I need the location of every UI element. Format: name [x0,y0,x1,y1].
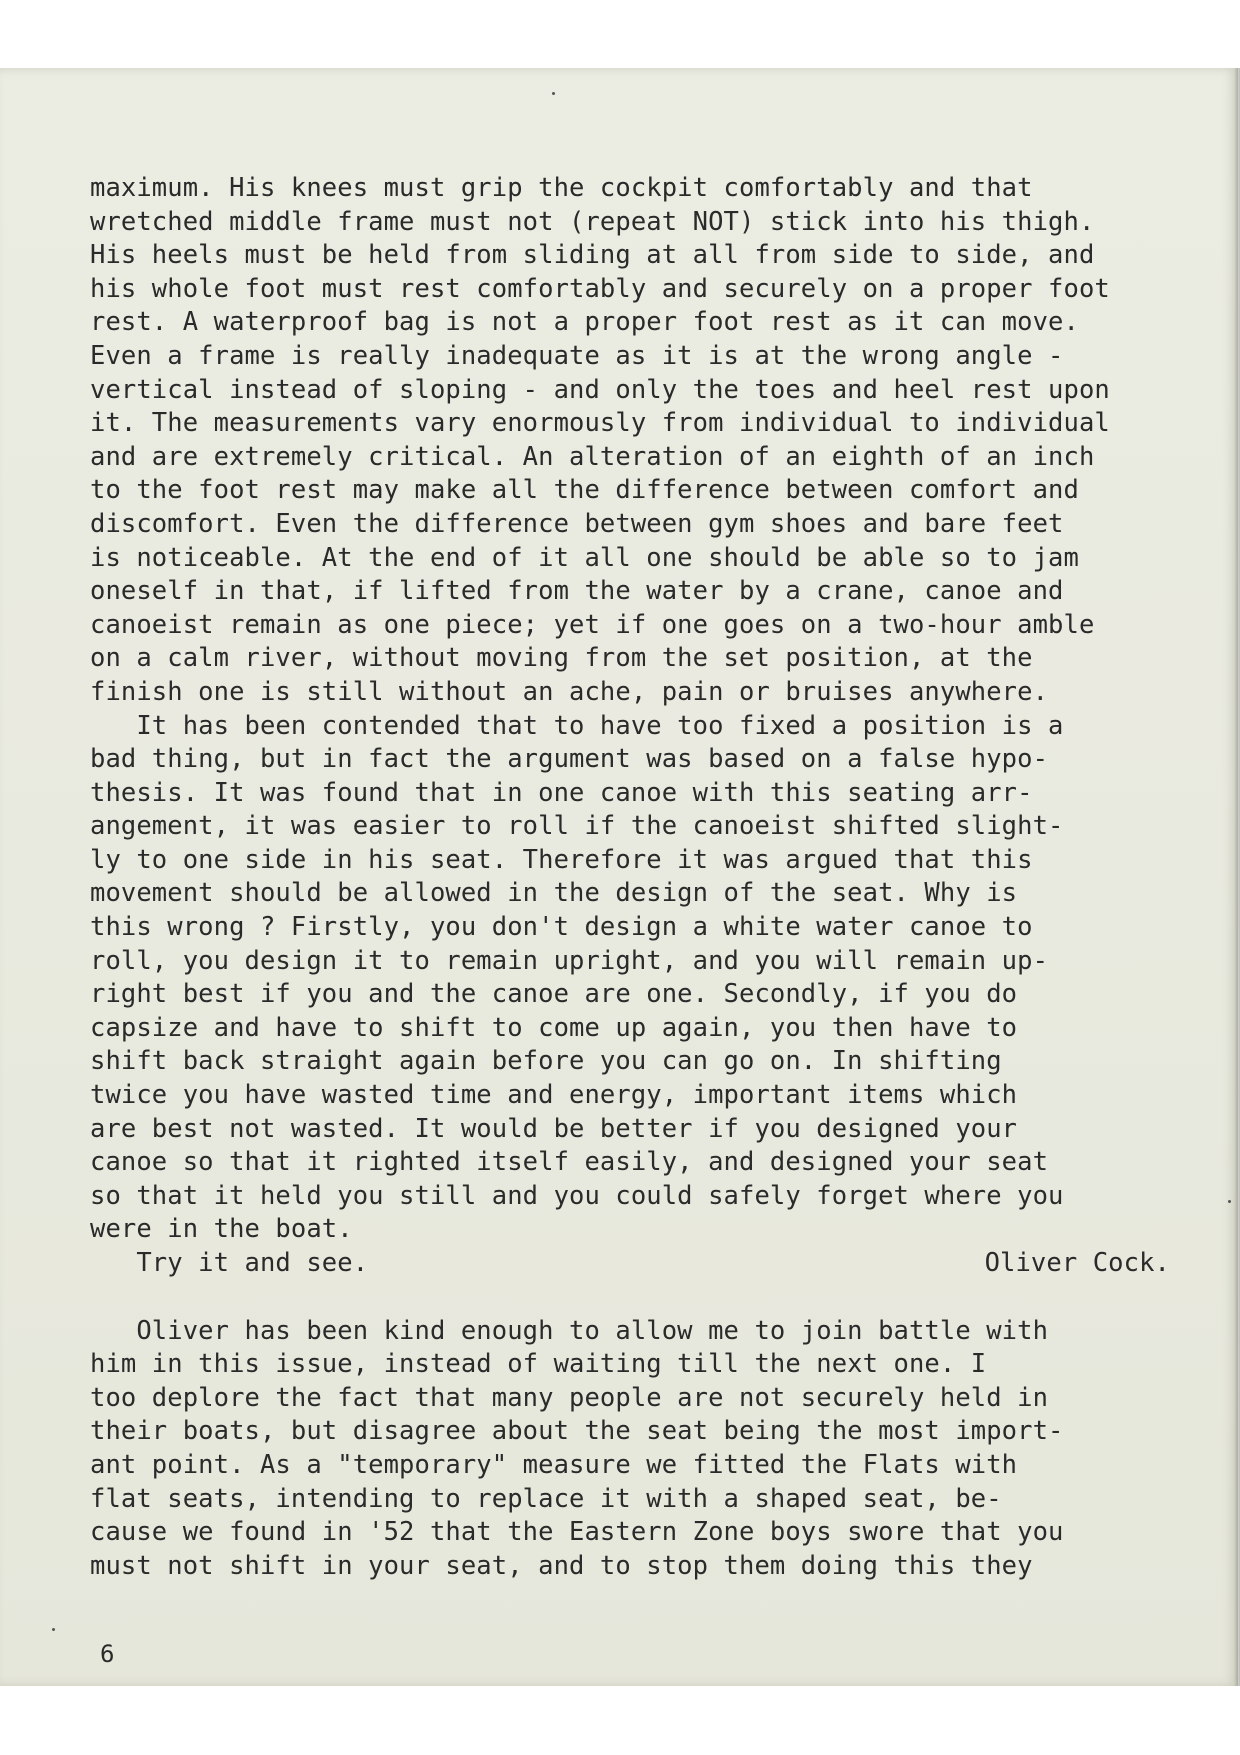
text-line: him in this issue, instead of waiting till the next one. I [90,1349,987,1380]
text-line: right best if you and the canoe are one. Secondly, if you do [90,979,1018,1010]
text-line: too deplore the fact that many people are not securely held in [90,1382,1049,1413]
text-line: canoe so that it righted itself easily, and designed your seat [90,1147,1049,1178]
paragraph-1 [90,172,1210,710]
text-line: ant point. As a "temporary" measure we fitted the Flats with [90,1449,1018,1480]
text-line: It has been contended that to have too fixed a position is a [90,710,1064,741]
text-line: bad thing, but in fact the argument was based on a false hypo- [90,744,1049,775]
text-line: shift back straight again before you can go on. In shifting [90,1046,1002,1077]
text-line: on a calm river, without moving from the set position, at the [90,643,1033,674]
text-line: were in the boat. [90,1214,353,1245]
text-line: Even a frame is really inadequate as it is at the wrong angle - [90,340,1064,371]
text-line: are best not wasted. It would be better if you designed your [90,1113,1018,1144]
paragraph-2 [90,710,1210,1248]
text-line: twice you have wasted time and energy, important items which [90,1080,1018,1111]
text-line: discomfort. Even the difference between gym shoes and bare feet [90,508,1064,539]
text-line: this wrong ? Firstly, you don't design a white water canoe to [90,912,1033,943]
text-line: his whole foot must rest comfortably and securely on a proper foot [90,273,1110,304]
text-line: roll, you design it to remain upright, and you will remain up- [90,945,1049,976]
text-line: rest. A waterproof bag is not a proper foot rest as it can move. [90,307,1079,338]
text-line: wretched middle frame must not (repeat NOT) stick into his thigh. [90,206,1095,237]
page-edge-shadow [1234,68,1240,1686]
text-line: capsize and have to shift to come up again, you then have to [90,1012,1018,1043]
text-line: Oliver has been kind enough to allow me to join battle with [90,1315,1049,1346]
page-number: 6 [100,1640,115,1668]
text-line: finish one is still without an ache, pain or bruises anywhere. [90,676,1049,707]
text-line: vertical instead of sloping - and only the toes and heel rest upon [90,374,1110,405]
typewritten-text [90,172,1210,1583]
paragraph-gap [90,1281,1210,1315]
text-line: angement, it was easier to roll if the canoeist shifted slight- [90,811,1064,842]
text-line: must not shift in your seat, and to stop them doing this they [90,1550,1033,1581]
text-line: and are extremely critical. An alteration of an eighth of an inch [90,441,1095,472]
text-line: maximum. His knees must grip the cockpit comfortably and that [90,173,1033,203]
closing-text: Try it and see. [90,1248,369,1278]
paper-speck [1228,1200,1231,1203]
paper-speck [552,92,555,95]
text-line: is noticeable. At the end of it all one should be able so to jam [90,542,1079,573]
text-line: cause we found in '52 that the Eastern Zone boys swore that you [90,1517,1064,1548]
text-line: so that it held you still and you could safely forget where you [90,1180,1064,1211]
text-line: movement should be allowed in the design of the seat. Why is [90,878,1018,909]
text-line: ly to one side in his seat. Therefore it was argued that this [90,844,1033,875]
text-line: canoeist remain as one piece; yet if one goes on a two-hour amble [90,609,1095,640]
text-line: it. The measurements vary enormously from individual to individual [90,408,1110,439]
text-line: to the foot rest may make all the difference between comfort and [90,475,1079,506]
text-line: oneself in that, if lifted from the water by a crane, canoe and [90,576,1064,607]
paragraph-3 [90,1315,1210,1584]
text-line: thesis. It was found that in one canoe with this seating arr- [90,777,1033,808]
author-signature: Oliver Cock. [984,1248,1170,1278]
text-line: their boats, but disagree about the seat being the most import- [90,1416,1064,1447]
text-line: His heels must be held from sliding at all from side to side, and [90,240,1095,271]
paper-speck [52,1628,55,1631]
closing-and-signature [90,1247,1170,1281]
text-line: flat seats, intending to replace it with a shaped seat, be- [90,1483,1002,1514]
